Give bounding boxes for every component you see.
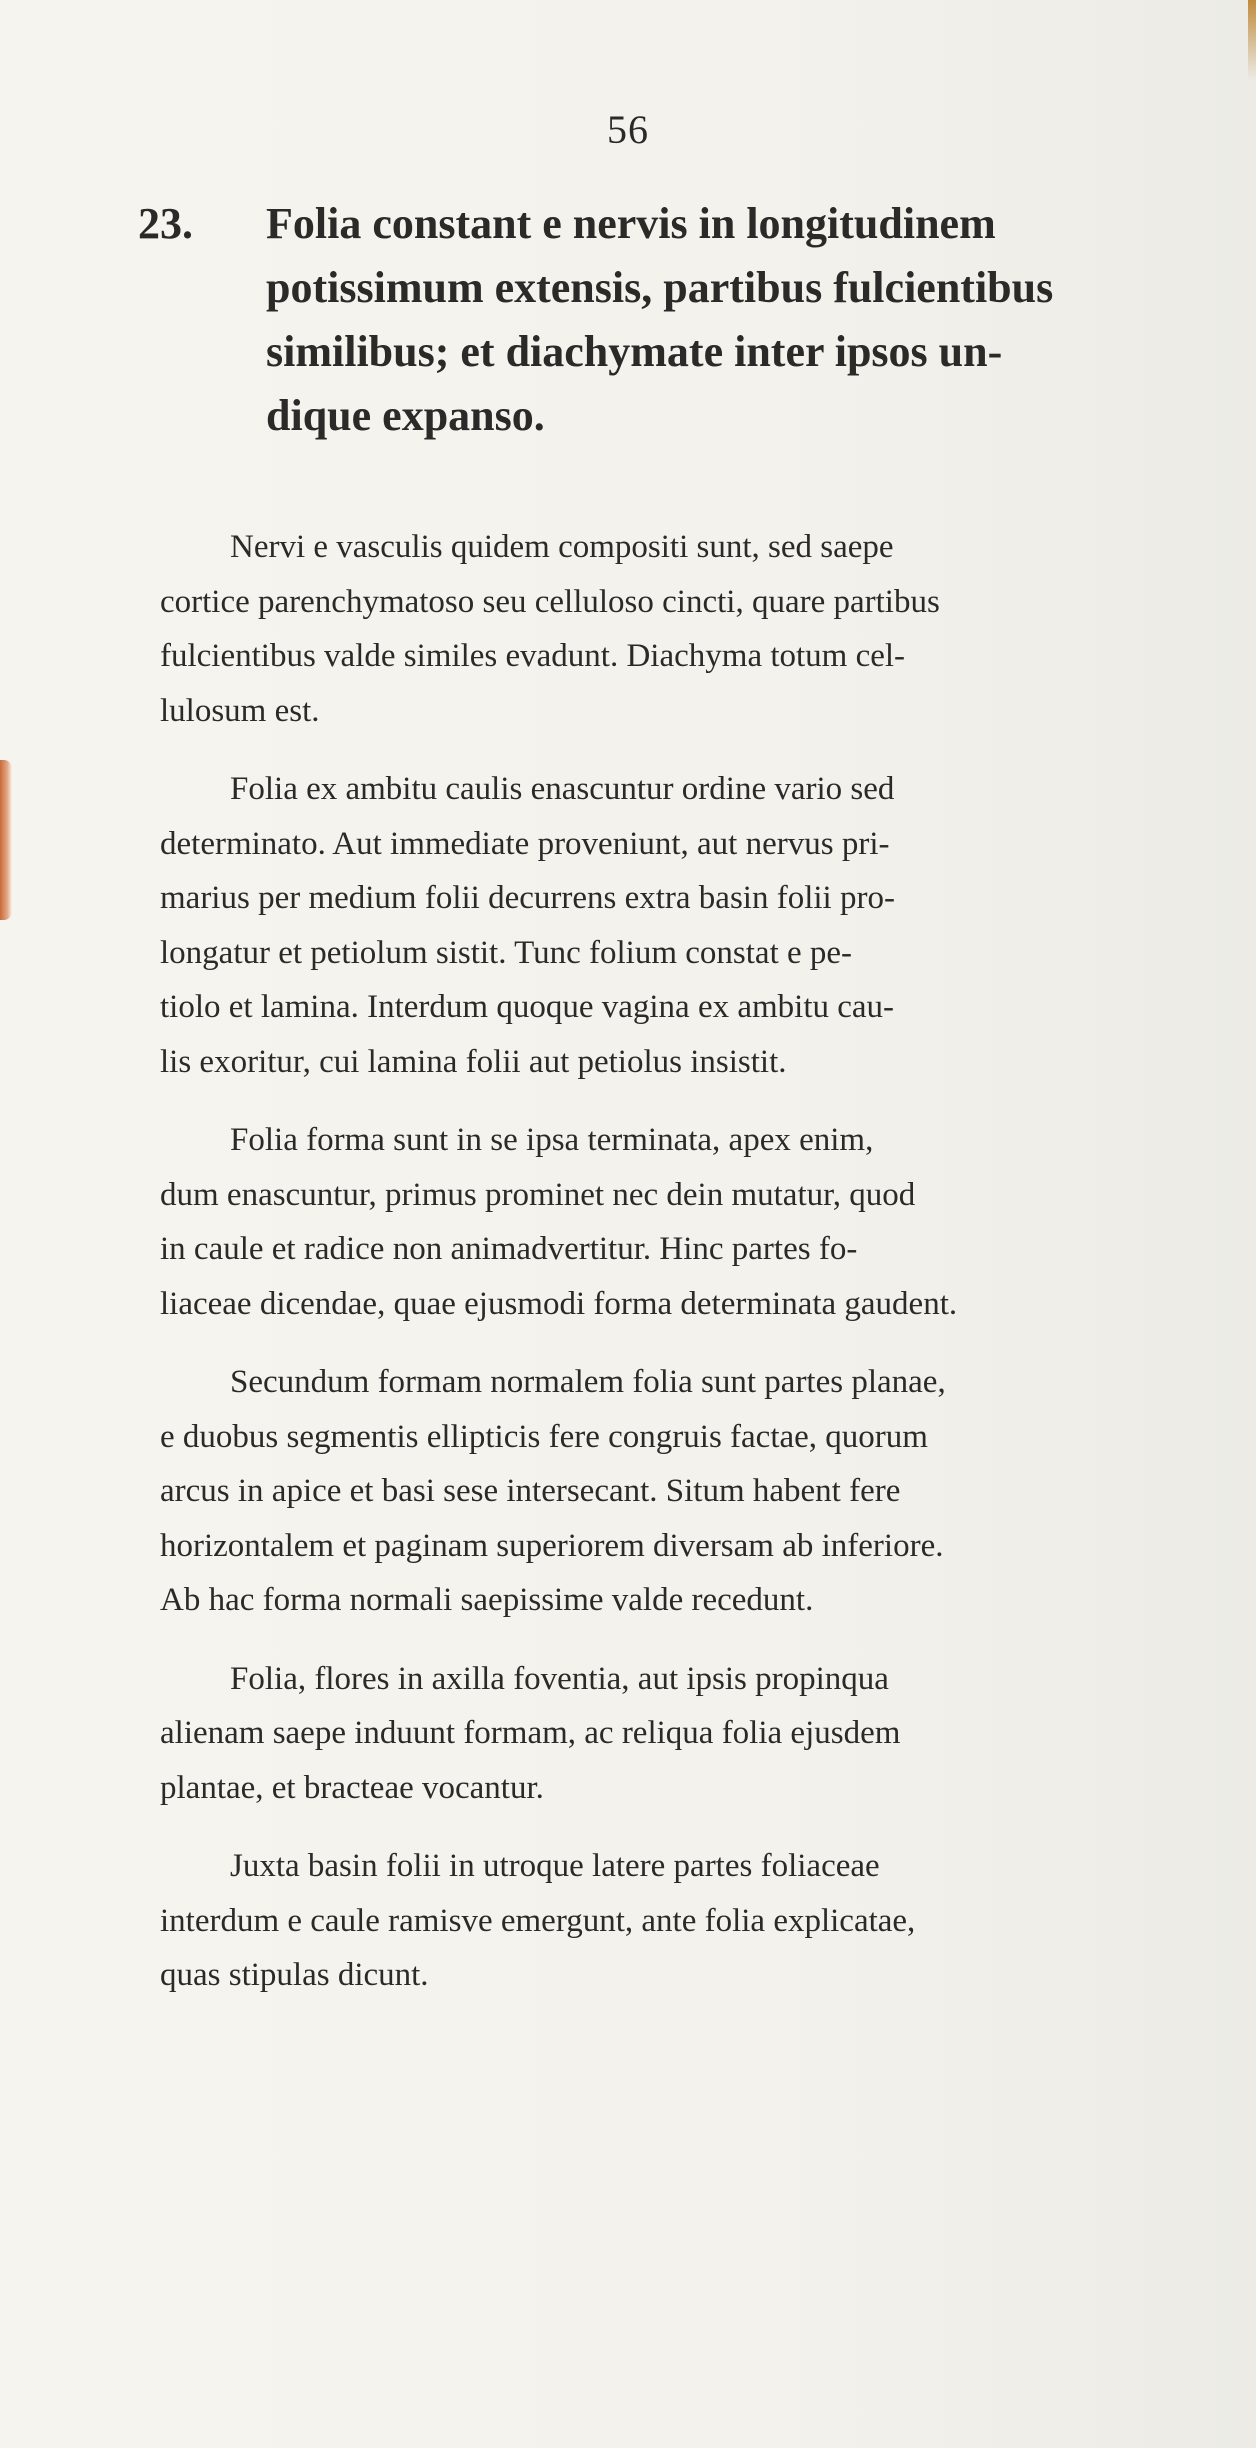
text-line: marius per medium folii decurrens extra basin folii pro- <box>160 880 895 916</box>
paragraph-folia-ambitu <box>160 762 1240 1089</box>
text-line: Folia ex ambitu caulis enascuntur ordine vario sed <box>230 771 895 807</box>
text-line: in caule et radice non animadvertitur. Hinc partes fo- <box>160 1231 858 1267</box>
text-line: plantae, et bracteae vocantur. <box>160 1769 544 1806</box>
heading-line: potissimum extensis, partibus fulcientibus <box>266 263 1054 312</box>
text-line: longatur et petiolum sistit. Tunc folium constat e pe- <box>160 934 853 971</box>
text-line: Ab hac forma normali saepissime valde recedunt. <box>160 1582 814 1618</box>
text-line: e duobus segmentis ellipticis fere congruis factae, quorum <box>160 1418 928 1455</box>
text-line: lulosum est. <box>160 692 320 729</box>
text-line: alienam saepe induunt formam, ac reliqua folia ejusdem <box>160 1715 901 1751</box>
text-line: determinato. Aut immediate proveniunt, aut nervus pri- <box>160 825 890 862</box>
paragraph-nervi <box>160 520 1240 738</box>
body-text <box>160 520 1240 2003</box>
text-line: Folia, flores in axilla foventia, aut ipsis propinqua <box>230 1660 889 1697</box>
text-line: dum enascuntur, primus prominet nec dein mutatur, quod <box>160 1176 916 1213</box>
section-number: 23. <box>138 199 193 248</box>
heading-line: similibus; et diachymate inter ipsos un- <box>266 327 1003 376</box>
heading-line: Folia constant e nervis in longitudinem <box>266 199 996 248</box>
text-line: tiolo et lamina. Interdum quoque vagina ex ambitu cau- <box>160 989 895 1025</box>
page-number: 56 <box>607 107 649 152</box>
text-line: quas stipulas dicunt. <box>160 1957 429 1993</box>
paragraph-secundum <box>160 1355 1240 1628</box>
text-line: lis exoritur, cui lamina folii aut petiolus insistit. <box>160 1043 787 1080</box>
text-line: cortice parenchymatoso seu celluloso cincti, quare partibus <box>160 583 940 620</box>
page-edge-stain <box>0 760 12 920</box>
paragraph-stipulas <box>160 1839 1240 2003</box>
text-line: liaceae dicendae, quae ejusmodi forma determinata gaudent. <box>160 1285 958 1322</box>
text-line: fulcientibus valde similes evadunt. Diachyma totum cel- <box>160 638 906 674</box>
page-edge-stain-right <box>1248 0 1256 80</box>
text-line: arcus in apice et basi sese intersecant. Situm habent fere <box>160 1473 901 1509</box>
paragraph-folia-forma <box>160 1113 1240 1331</box>
text-line: Juxta basin folii in utroque latere partes foliaceae <box>230 1848 880 1884</box>
text-line: Secundum formam normalem folia sunt partes planae, <box>230 1364 946 1400</box>
paragraph-bracteae <box>160 1652 1240 1816</box>
section-heading-text <box>266 192 1246 448</box>
text-line: interdum e caule ramisve emergunt, ante folia explicatae, <box>160 1902 916 1939</box>
text-line: Nervi e vasculis quidem compositi sunt, sed saepe <box>230 529 894 565</box>
heading-line: dique expanso. <box>266 391 545 440</box>
text-line: horizontalem et paginam superiorem diversam ab inferiore. <box>160 1527 944 1564</box>
text-line: Folia forma sunt in se ipsa terminata, apex enim, <box>230 1122 874 1158</box>
